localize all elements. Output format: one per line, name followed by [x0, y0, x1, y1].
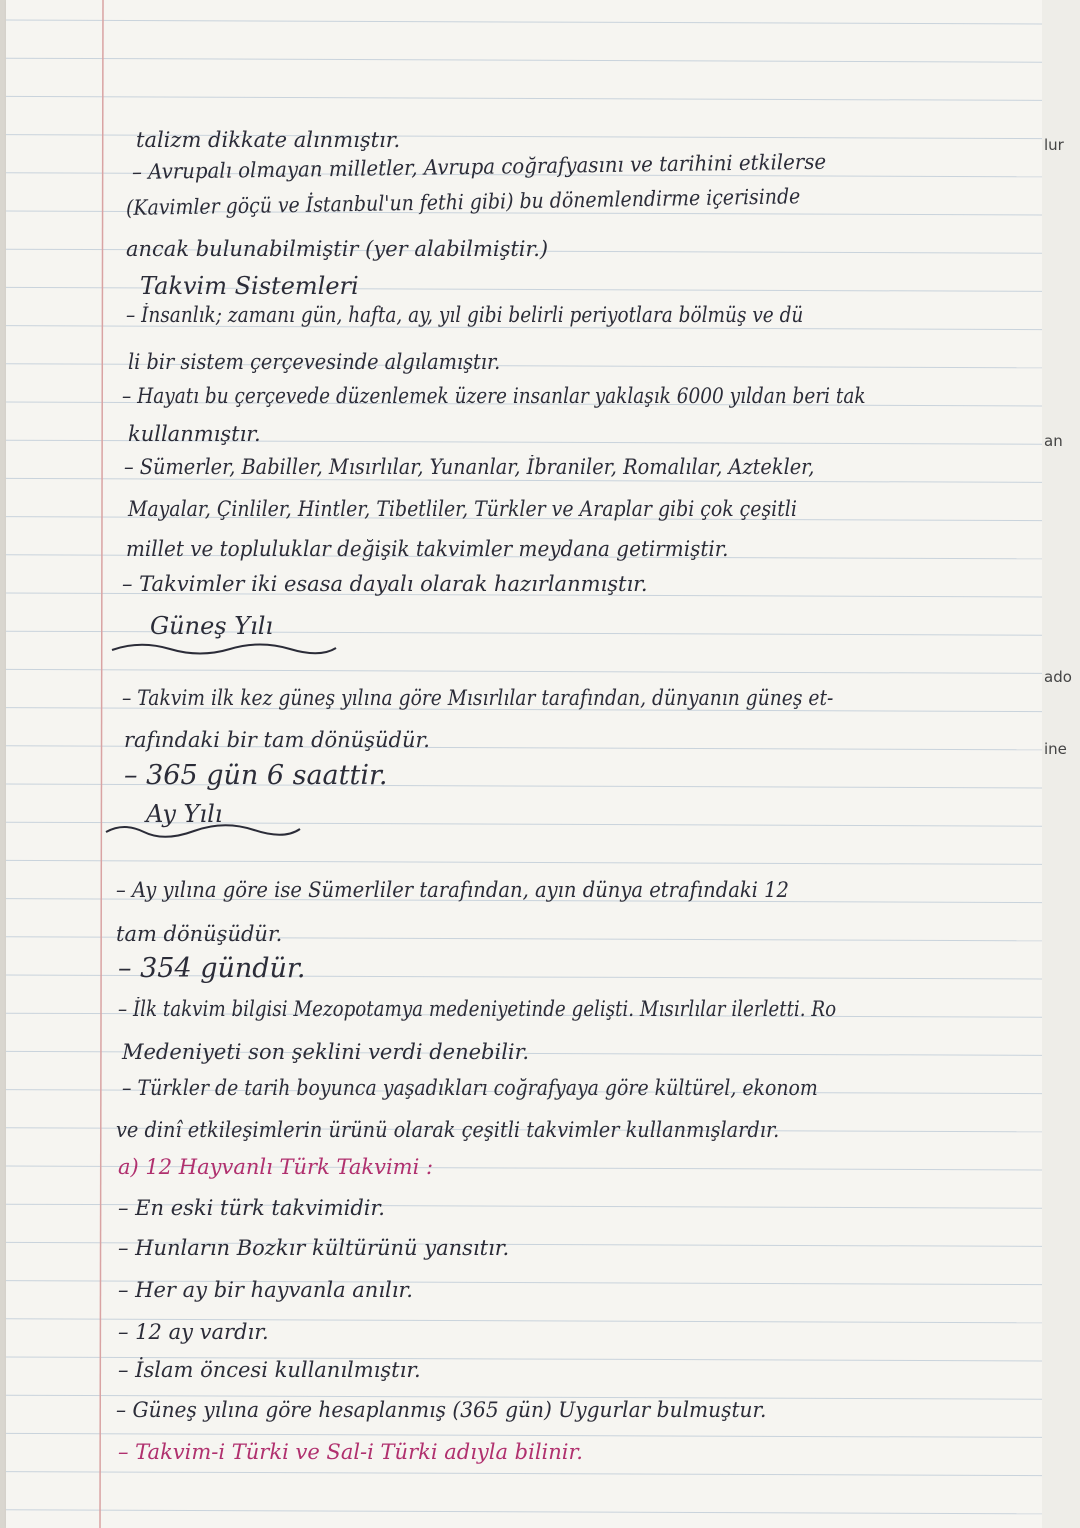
text-line: Medeniyeti son şeklini verdi denebilir.	[122, 1040, 530, 1064]
rule-line	[6, 478, 1042, 482]
notebook-page	[6, 0, 1042, 1528]
section-heading-ay-yili: Ay Yılı	[146, 800, 223, 828]
text-line: – İnsanlık; zamanı gün, hafta, ay, yıl gibi belirli periyotlara bölmüş ve dü	[126, 303, 804, 327]
text-line: – Ay yılına göre ise Sümerliler tarafından, ayın dünya etrafındaki 12	[116, 878, 789, 902]
rule-line	[6, 20, 1042, 24]
rule-line	[6, 669, 1042, 673]
text-line: – 365 gün 6 saattir.	[124, 760, 388, 791]
text-line: – Her ay bir hayvanla anılır.	[118, 1278, 413, 1302]
text-line: tam dönüşüdür.	[116, 922, 283, 946]
text-line: millet ve topluluklar değişik takvimler meydana getirmiştir.	[126, 537, 729, 561]
text-line: li bir sistem çerçevesinde algılamıştır.	[128, 350, 501, 374]
rule-line	[6, 1433, 1042, 1437]
rule-line	[6, 1510, 1042, 1514]
section-heading: Takvim Sistemleri	[140, 272, 359, 300]
margin-fragment: an	[1044, 432, 1063, 450]
margin-fragment: lur	[1044, 136, 1064, 154]
text-line: talizm dikkate alınmıştır.	[136, 128, 401, 152]
text-line: (Kavimler göçü ve İstanbul'un fethi gibi) bu dönemlendirme içerisinde	[125, 184, 801, 220]
text-line: ancak bulunabilmiştir (yer alabilmiştir.)	[126, 237, 549, 261]
rule-line	[6, 58, 1042, 62]
text-line: Mayalar, Çinliler, Hintler, Tibetliler, Türkler ve Araplar gibi çok çeşitli	[128, 497, 797, 521]
text-line: – Hayatı bu çerçevede düzenlemek üzere insanlar yaklaşık 6000 yıldan beri tak	[122, 384, 866, 408]
text-line: – Hunların Bozkır kültürünü yansıtır.	[118, 1236, 510, 1260]
rule-line	[6, 1472, 1042, 1476]
text-line: – İlk takvim bilgisi Mezopotamya medeniyetinde gelişti. Mısırlılar ilerletti. Ro	[118, 997, 837, 1021]
text-line: – Avrupalı olmayan milletler, Avrupa coğrafyasını ve tarihini etkilerse	[131, 149, 827, 184]
heading-underline	[110, 640, 340, 660]
text-line: kullanmıştır.	[128, 422, 261, 446]
text-line: – Takvimler iki esasa dayalı olarak hazırlanmıştır.	[122, 572, 648, 596]
subheading-pink: a) 12 Hayvanlı Türk Takvimi :	[118, 1155, 434, 1179]
rule-line	[6, 96, 1042, 100]
text-line: – 12 ay vardır.	[118, 1320, 269, 1344]
rule-line	[6, 860, 1042, 864]
margin-line	[100, 0, 103, 1528]
text-line: – Takvim ilk kez güneş yılına göre Mısırlılar tarafından, dünyanın güneş et-	[122, 686, 834, 710]
margin-fragment: ado	[1044, 668, 1072, 686]
text-line: rafındaki bir tam dönüşüdür.	[124, 728, 430, 752]
heading-underline	[104, 820, 304, 842]
text-line-pink: – Takvim-i Türki ve Sal-i Türki adıyla bilinir.	[118, 1440, 583, 1464]
text-line: – 354 gündür.	[118, 953, 306, 984]
text-line: – Sümerler, Babiller, Mısırlılar, Yunanlar, İbraniler, Romalılar, Aztekler,	[124, 455, 815, 479]
section-heading-gunes-yili: Güneş Yılı	[150, 612, 274, 640]
text-line: – En eski türk takvimidir.	[118, 1196, 385, 1220]
text-line: – İslam öncesi kullanılmıştır.	[118, 1358, 421, 1382]
text-line: – Güneş yılına göre hesaplanmış (365 gün) Uygurlar bulmuştur.	[116, 1398, 767, 1422]
text-line: ve dinî etkileşimlerin ürünü olarak çeşitli takvimler kullanmışlardır.	[116, 1118, 780, 1142]
margin-fragment: ine	[1044, 740, 1067, 758]
text-line: – Türkler de tarih boyunca yaşadıkları coğrafyaya göre kültürel, ekonom	[122, 1076, 818, 1100]
underlying-pages	[1042, 0, 1080, 1528]
